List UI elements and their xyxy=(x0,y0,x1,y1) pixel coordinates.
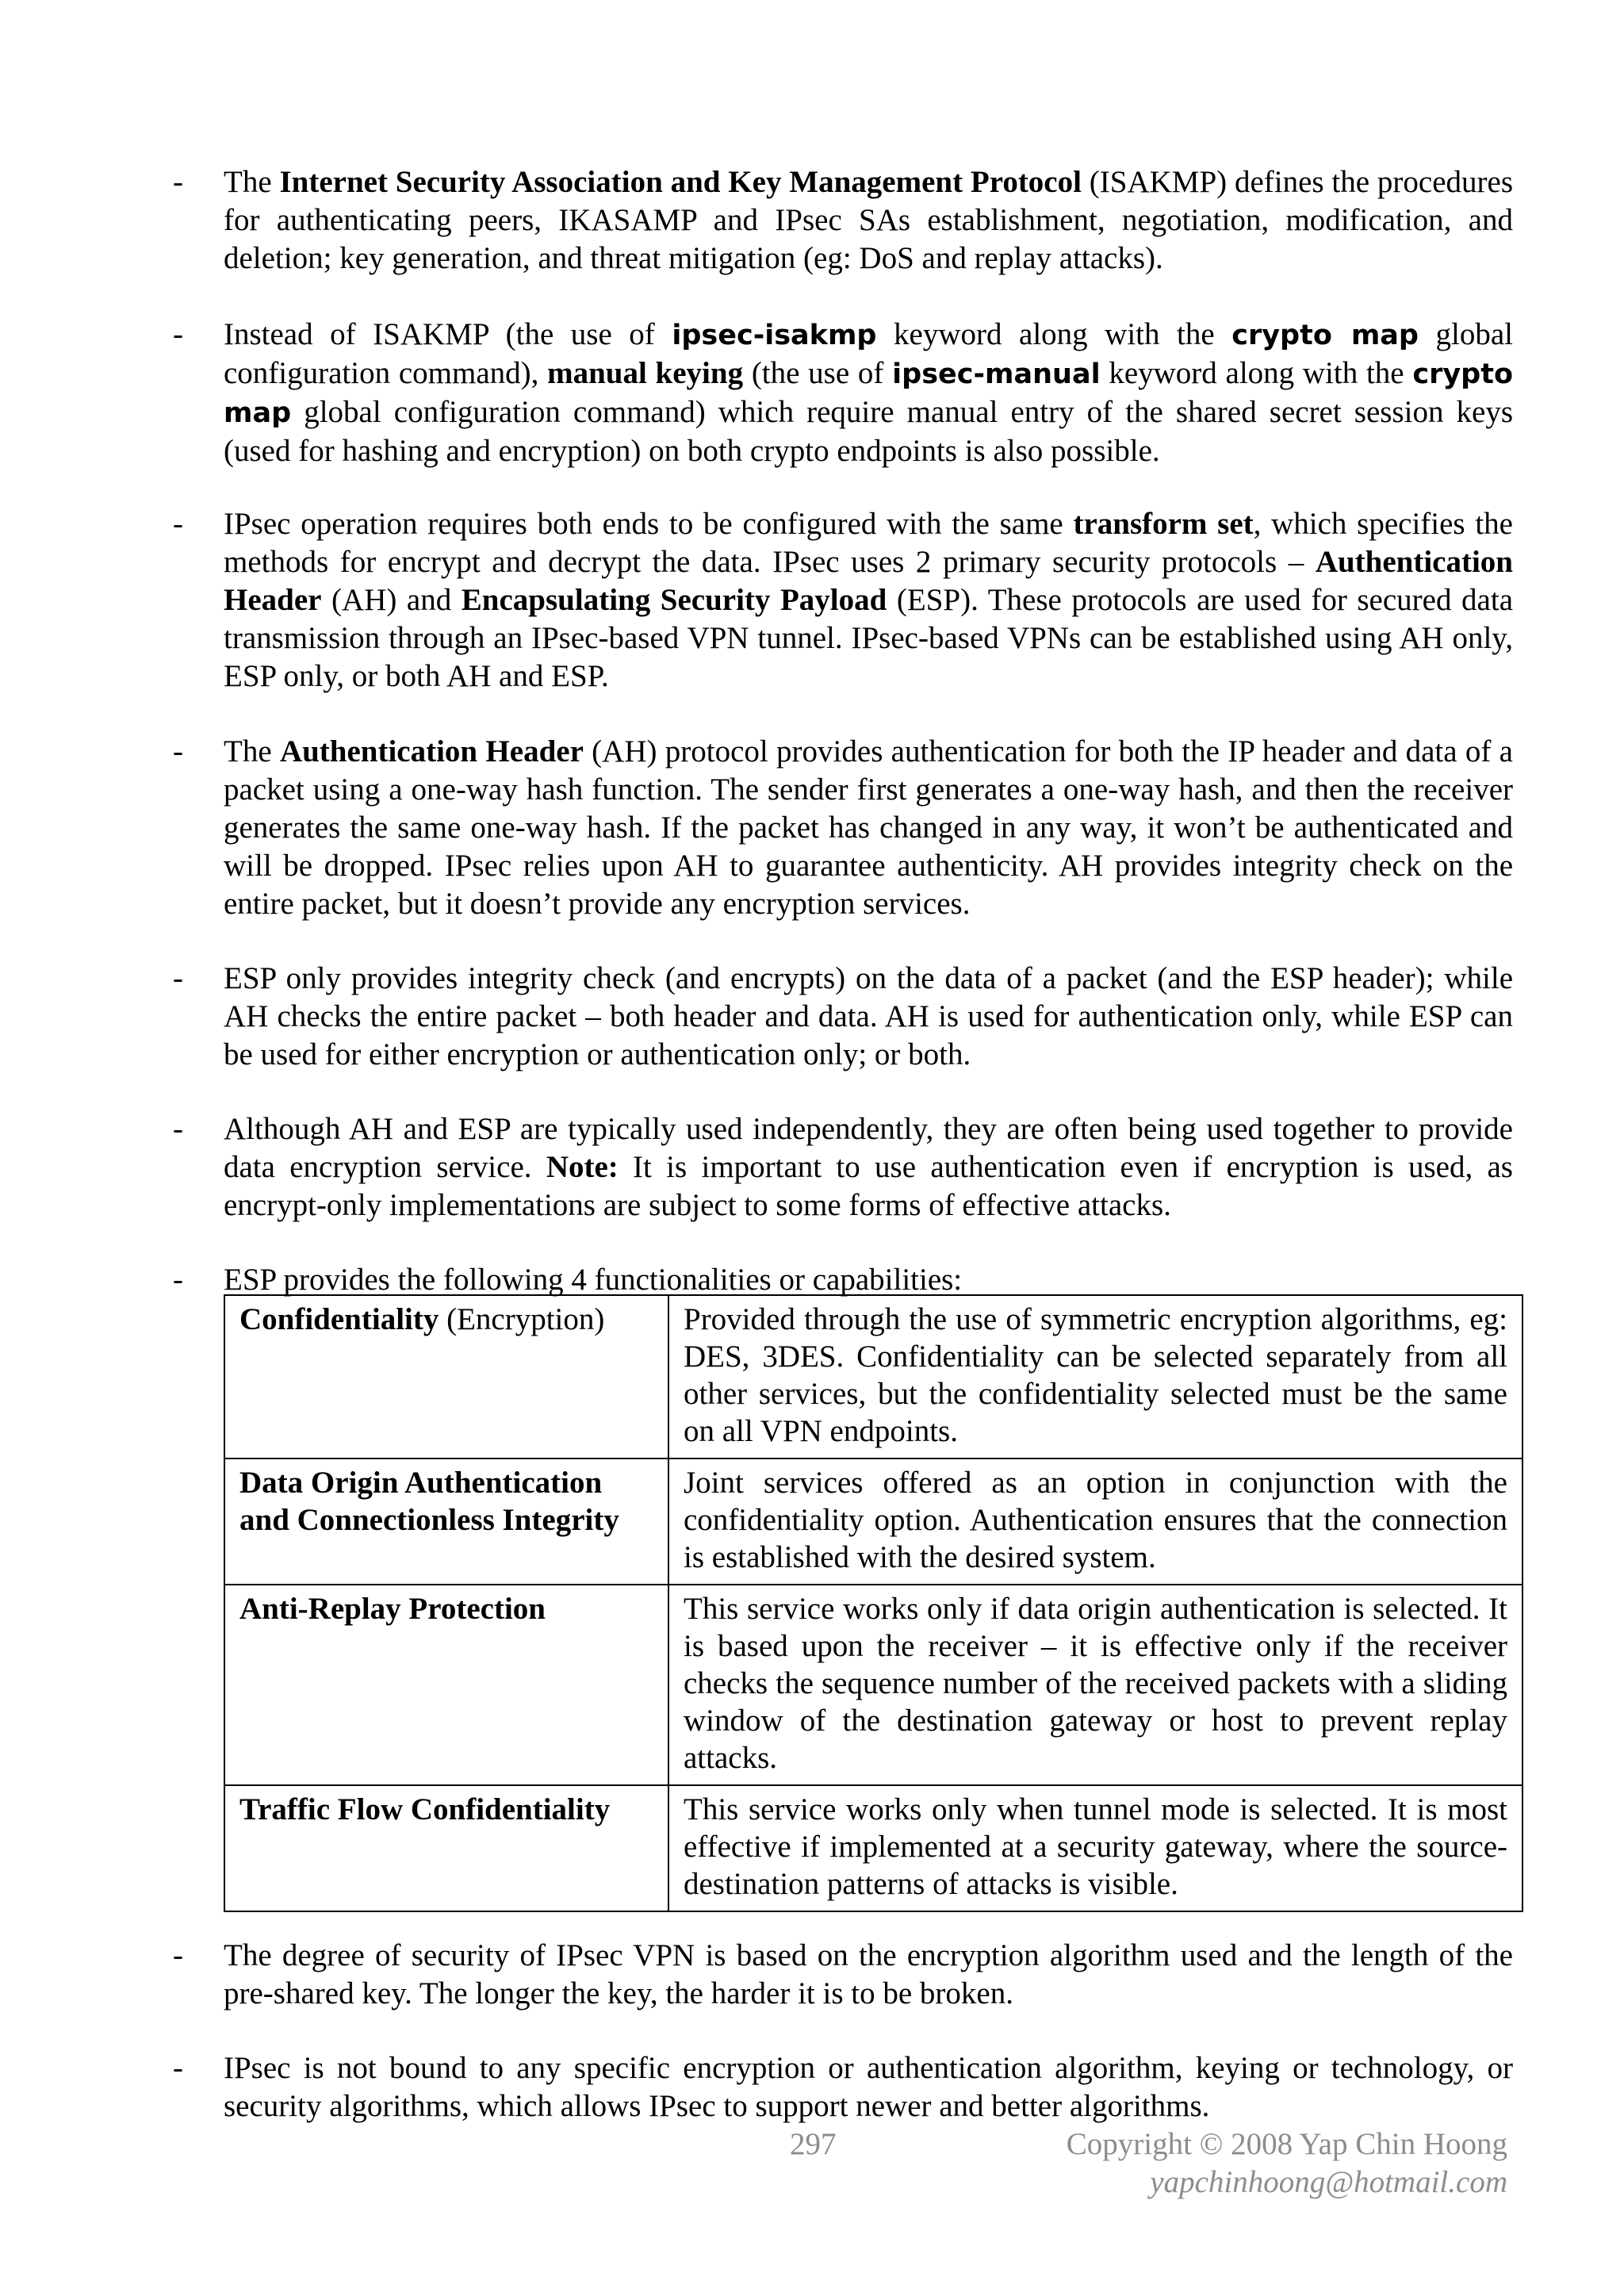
bullet-text: The Authentication Header (AH) protocol provides authentication for both the IP header and data of a packet using a one-way hash function. The sender first generates a one-way hash, and then the receiver generates the same one-way hash. If the packet has changed in any way, it won’t be authenticated and will be dropped. IPsec relies upon AH to guarantee authenticity. AH provides integrity check on the entire packet, but it doesn’t provide any encryption services. xyxy=(224,734,1513,921)
table-row xyxy=(224,1585,1522,1785)
bullet-text: ESP only provides integrity check (and encrypts) on the data of a packet (and the ESP header); while AH checks the entire packet – both header and data. AH is used for authentication only, while ESP can be used for either encryption or authentication only; or both. xyxy=(224,961,1513,1071)
bullet-text: ESP provides the following 4 functionalities or capabilities: xyxy=(224,1263,963,1297)
command-keyword: ipsec-isakmp xyxy=(672,320,877,351)
capability-description-cell: Provided through the use of symmetric encryption algorithms, eg: DES, 3DES. Confidentiality can be selected separately from all other services, but the confidentiality selected must be the same on all VPN endpoints. xyxy=(668,1295,1522,1458)
bullet-text: Instead of ISAKMP (the use of ipsec-isakmp keyword along with the crypto map global configuration command), manual keying (the use of ipsec-manual keyword along with the crypto map global configuration command) which require manual entry of the shared secret session keys (used for hashing and encryption) on both crypto endpoints is also possible. xyxy=(224,317,1514,468)
bullet-manual-keying xyxy=(173,316,1513,470)
bullet-dash: - xyxy=(173,1938,183,1972)
bullet-text: Although AH and ESP are typically used independently, they are often being used together to provide data encryption service. Note: It is important to use authentication even if encryption is used, as encrypt-only implementations are subject to some forms of effective attacks. xyxy=(224,1112,1513,1222)
bullet-text: IPsec is not bound to any specific encryption or authentication algorithm, keying or technology, or security algorithms, which allows IPsec to support newer and better algorithms. xyxy=(224,2051,1513,2123)
bullet-esp-capabilities xyxy=(173,1261,1513,1299)
bullet-dash: - xyxy=(173,507,183,541)
bullet-text: The Internet Security Association and Key Management Protocol (ISAKMP) defines the procedures for authenticating peers, IKASAMP and IPsec SAs establishment, negotiation, modification, and deletion; key generation, and threat mitigation (eg: DoS and replay attacks). xyxy=(224,165,1513,275)
bullet-ah-esp-together xyxy=(173,1110,1513,1225)
command-keyword: crypto map xyxy=(224,358,1514,429)
bullet-dash: - xyxy=(173,165,183,199)
bullet-dash: - xyxy=(173,961,183,995)
bullet-dash: - xyxy=(173,734,183,769)
capability-description-cell: Joint services offered as an option in conjunction with the confidentiality option. Authentication ensures that the connection is established with the desired system. xyxy=(668,1458,1522,1585)
esp-capabilities-table xyxy=(224,1294,1523,1912)
bullet-not-bound xyxy=(173,2049,1513,2125)
command-keyword: crypto map xyxy=(1231,320,1419,351)
capability-name-cell: Data Origin Authentication and Connectionless Integrity xyxy=(224,1458,668,1585)
capability-description-cell: This service works only when tunnel mode is selected. It is most effective if implemented at a security gateway, where the source-destination patterns of attacks is visible. xyxy=(668,1785,1522,1911)
bullet-text: The degree of security of IPsec VPN is based on the encryption algorithm used and the length of the pre-shared key. The longer the key, the harder it is to be broken. xyxy=(224,1938,1513,2010)
bullet-dash: - xyxy=(173,317,183,351)
table-row xyxy=(224,1785,1522,1911)
command-keyword: ipsec-manual xyxy=(892,358,1101,390)
bullet-degree-of-security xyxy=(173,1937,1513,2013)
bullet-dash: - xyxy=(173,1263,183,1297)
copyright-notice: Copyright © 2008 Yap Chin Hoong xyxy=(1066,2127,1507,2161)
bullet-dash: - xyxy=(173,2051,183,2085)
capability-name-cell: Anti-Replay Protection xyxy=(224,1585,668,1785)
capability-name-cell: Confidentiality (Encryption) xyxy=(224,1295,668,1458)
table-row xyxy=(224,1295,1522,1458)
bullet-esp-vs-ah xyxy=(173,960,1513,1074)
bullet-authentication-header xyxy=(173,733,1513,923)
author-email: yapchinhoong@hotmail.com xyxy=(1150,2165,1507,2199)
capability-description-cell: This service works only if data origin authentication is selected. It is based upon the receiver – it is effective only if the receiver checks the sequence number of the received packets with a sliding window of the destination gateway or host to prevent replay attacks. xyxy=(668,1585,1522,1785)
bullet-transform-set xyxy=(173,505,1513,696)
bullet-isakmp xyxy=(173,163,1513,278)
bullet-text: IPsec operation requires both ends to be configured with the same transform set, which specifies the methods for encrypt and decrypt the data. IPsec uses 2 primary security protocols – Authentication Header (AH) and Encapsulating Security Payload (ESP). These protocols are used for secured data transmission through an IPsec-based VPN tunnel. IPsec-based VPNs can be established using AH only, ESP only, or both AH and ESP. xyxy=(224,507,1513,693)
page-number: 297 xyxy=(790,2127,837,2161)
bullet-dash: - xyxy=(173,1112,183,1146)
table-row xyxy=(224,1458,1522,1585)
capability-name-cell: Traffic Flow Confidentiality xyxy=(224,1785,668,1911)
